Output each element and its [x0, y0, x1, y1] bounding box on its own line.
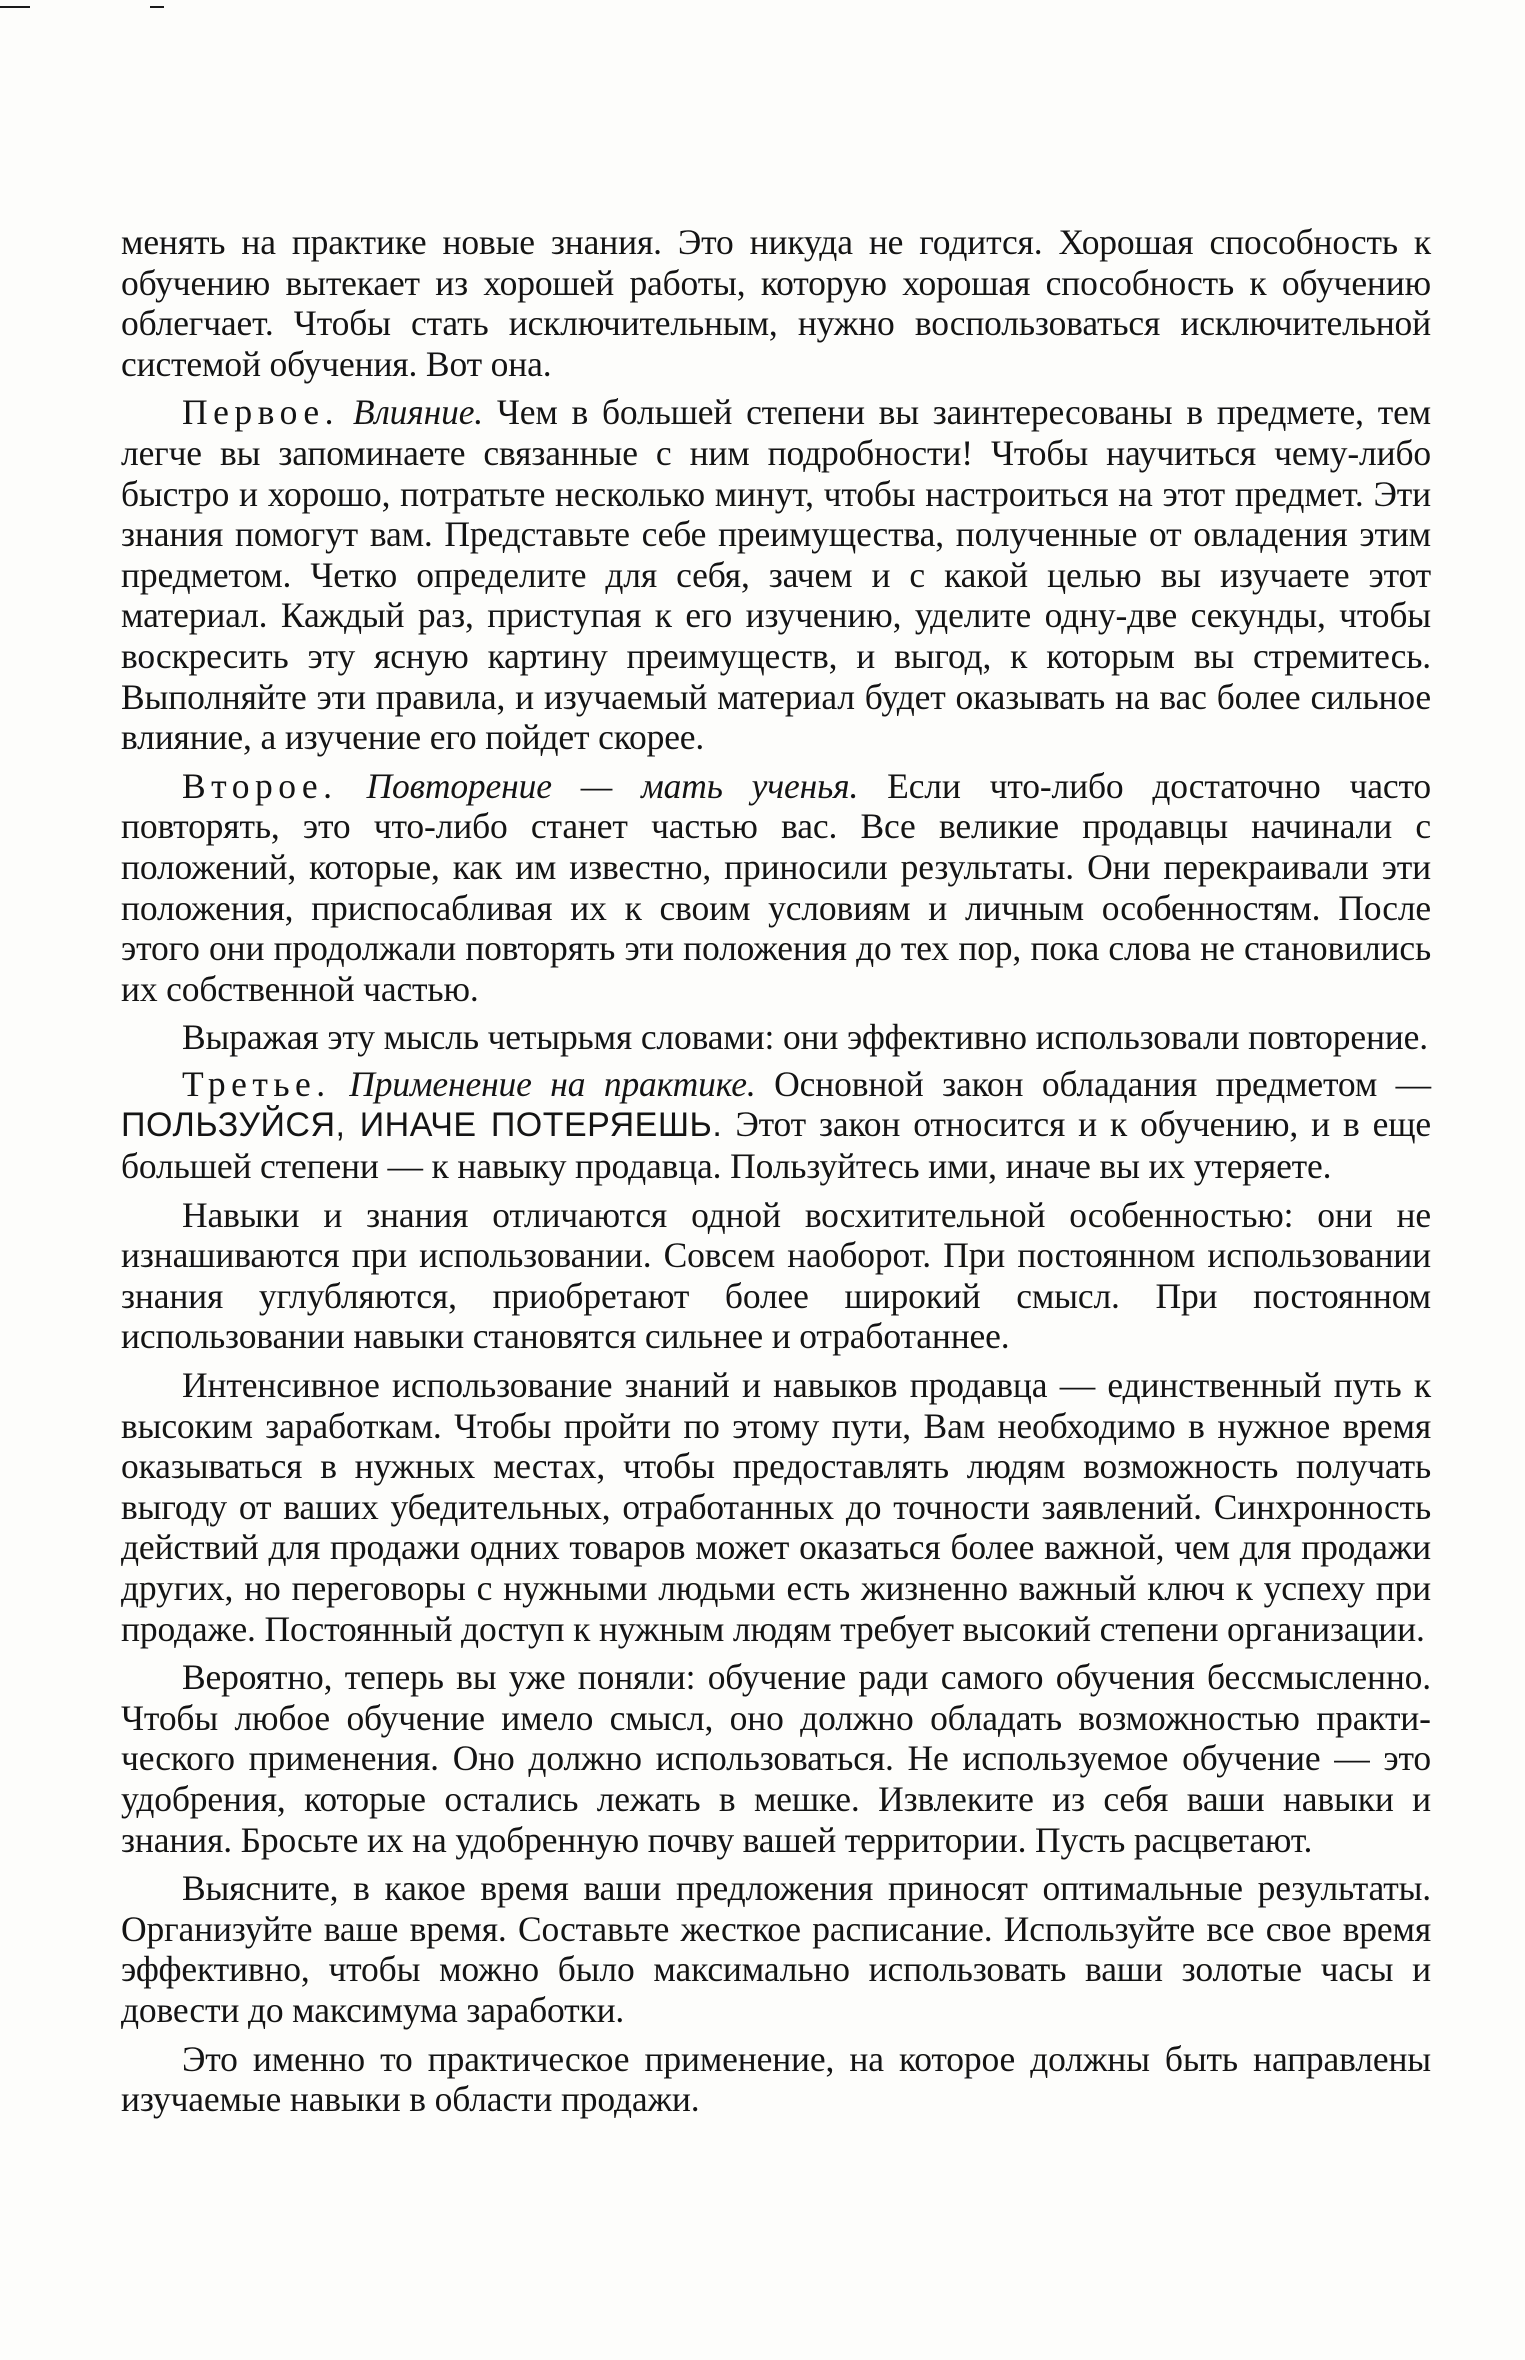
scan-speck — [150, 6, 164, 8]
scan-speck — [0, 6, 30, 8]
rule-heading: Повторение — мать ученья. — [366, 765, 859, 806]
ordinal-label: Второе. — [182, 765, 338, 806]
paragraph — [121, 1195, 1431, 1357]
paragraph-text: Этот закон относится и к обучению, и в еще большей степени — к навыку продавца. Пользуйтесь ими, иначе вы их утеряете. — [121, 1104, 1431, 1187]
rule-heading: Применение на практике. — [349, 1063, 756, 1104]
body-text — [121, 222, 1431, 2128]
paragraph-text: Выясните, в какое время ваши предложения приносят оптимальные результаты. Организуйте ваше время. Составьте жесткое расписание. Используйте все свое время эффективно, чтобы можно было максимально использовать ваши золотые часы и довести до максимума заработки. — [121, 1868, 1431, 2030]
paragraph — [121, 1657, 1431, 1860]
paragraph-text: Интенсивное использование знаний и навыков продавца — единственный путь к высоким заработкам. Чтобы пройти по этому пути, Вам необходимо в нужное время оказываться в нужных местах, чтобы предоставлять людям возможность получать выгоду от ваших убедительных, отработанных до точности заявлений. Синхронность действий для продажи одних товаров может оказаться более важной, чем для продажи других, но переговоры с нужными людьми есть жизненно важный ключ к успеху при продаже. Постоянный доступ к нужным людям требует высокий степени организации. — [121, 1365, 1431, 1649]
rule-heading: Влияние. — [352, 392, 484, 433]
paragraph-second-rule — [121, 766, 1431, 1010]
paragraph-text: Основной закон обладания предметом — — [774, 1063, 1432, 1104]
paragraph-third-rule — [121, 1064, 1431, 1187]
ordinal-label: Третье. — [182, 1063, 331, 1104]
ordinal-label: Первое. — [182, 392, 339, 433]
paragraph — [121, 222, 1431, 384]
paragraph — [121, 2039, 1431, 2120]
paragraph — [121, 1365, 1431, 1649]
paragraph-text: Вероятно, теперь вы уже поняли: обучение ради самого обучения бессмысленно. Чтобы любое обучение имело смысл, оно должно обладать возможностью практического применения. Оно должно использоваться. Не используемое обучение — это удобрения, которые остались лежать в мешке. Извлеките из себя ваши навыки и знания. Бросьте их на удобренную почву вашей территории. Пусть расцветают. — [121, 1657, 1431, 1860]
paragraph — [121, 1017, 1431, 1058]
paragraph-text: Выражая эту мысль четырьмя словами: они эффективно использовали повторение. — [182, 1017, 1428, 1058]
paragraph-text: Чем в большей степени вы заинтересованы в предмете, тем легче вы запоминаете связанные с ним подробности! Чтобы научиться чему-либо быстро и хорошо, потратьте несколько минут, чтобы настроиться на этот предмет. Эти знания помогут вам. Представьте себе преимущества, полученные от овладения этим предметом. Четко определите для себя, зачем и с какой целью вы изучаете этот материал. Каждый раз, приступая к его изучению, уделите одну-две секунды, чтобы воскресить эту ясную картину преимуществ, и выгод, к которым вы стремитесь. Выполняйте эти правила, и изучаемый материал будет оказывать на вас более сильное влияние, а изучение его пойдет скорее. — [121, 392, 1431, 758]
paragraph — [121, 1868, 1431, 2030]
law-caps-text: ПОЛЬЗУЙСЯ, ИНАЧЕ ПОТЕРЯЕШЬ. — [121, 1106, 723, 1145]
paragraph-text: менять на практике новые знания. Это никуда не годится. Хорошая способность к обучению вытекает из хорошей работы, которую хорошая способность к обучению облегчает. Чтобы стать исключительным, нужно воспользоваться исключительной системой обучения. Вот она. — [121, 222, 1431, 384]
paragraph-text: Это именно то практическое применение, на которое должны быть направлены изучаемые навыки в области продажи. — [121, 2038, 1431, 2120]
paragraph-text: Навыки и знания отличаются одной восхитительной особенностью: они не изнашиваются при использовании. Совсем наоборот. При постоянном использовании знания углубляются, приобретают более широкий смысл. При постоянном использовании навыки становятся сильнее и отработаннее. — [121, 1194, 1431, 1357]
paragraph-text: Если что-либо достаточно часто повторять, это что-либо станет частью вас. Все великие продавцы начинали с положений, которые, как им известно, приносили результаты. Они перекраивали эти положения, приспосабливая их к своим условиям и личным особенностям. После этого они продолжали повторять эти положения до тех пор, пока слова не становились их собственной частью. — [121, 765, 1431, 1009]
paragraph-first-rule — [121, 392, 1431, 757]
